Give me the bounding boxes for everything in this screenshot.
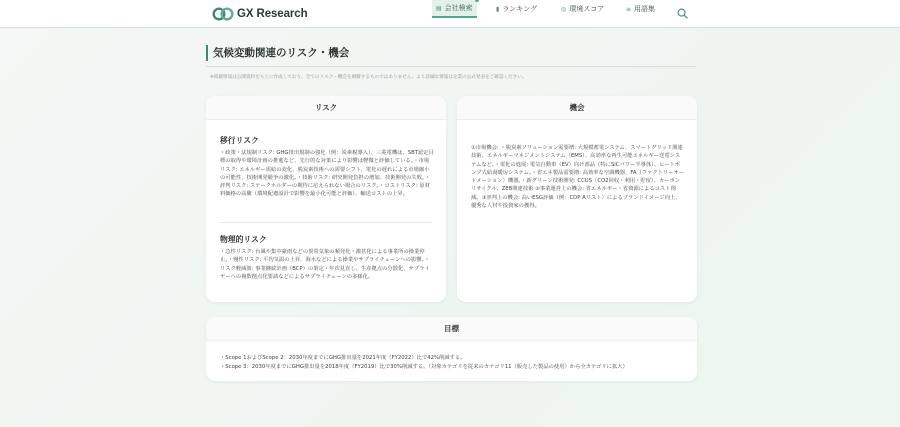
opportunity-card-heading: 機会 xyxy=(457,96,697,120)
risk-card xyxy=(206,96,446,302)
active-dot-icon xyxy=(475,0,479,2)
physical-risk-text: ・急性リスク: 台風や集中豪雨などの異常気象の頻発化・激甚化による事業所の操業停止。・慢性リスク: 平均気温の上昇、海水などによる操業やサプライチェーンへの影響。・リスク軽減策: 事業継続計画（BCP）の策定・年次見直し、生産拠点の分散化、サプライヤーへの複数拠点化要請などによるサプライチェーンの多様化。 xyxy=(220,249,430,280)
page-title: 気候変動関連のリスク・機会 xyxy=(206,45,349,61)
target-item: ・Scope 3：2030年度までにGHG排出量を2018年度（FY2019）比で30%削減する。（対象カテゴリを従来のカテゴリ11（販売した製品の使用）から全カテゴリに拡大） xyxy=(220,364,628,370)
nav-label: 用語集 xyxy=(634,5,656,13)
risk-divider xyxy=(220,222,432,223)
opportunity-text: ①市場機会: ・脱炭素ソリューション需要増: 大規模蓄電システム、スマートグリッド関連技術、エネルギーマネジメントシステム（EMS）、高効率な再生可能エネルギー送電システムなど。・電化の進展: 電気自動車（EV）向け部品（特にSiCパワー半導体）、ヒートポンプ式給湯暖房システム。・省エネ製品需要増: 高効率な空調機器、FA（ファクトリーオートメーション）機器。・新グリーン技術開発: CCUS（CO2回収・利用・貯留）、カーボンリサイクル、ZEB関連技術 ②事業運営上の機会: 省エネルギー・省資源によるコスト削減。③評判上の機会: 高いESG評価（例：CDP Aリスト）によるブランドイメージ向上、優秀な人材や投資家の獲得。 xyxy=(471,145,685,210)
nav-label: ランキング xyxy=(502,5,538,13)
physical-risk-title: 物理的リスク xyxy=(220,235,267,244)
risk-card-heading: リスク xyxy=(206,96,446,120)
rank-icon: ▮ xyxy=(496,5,500,13)
opportunity-card xyxy=(457,96,697,302)
list-icon: ▤ xyxy=(436,4,442,12)
glossary-icon: ≡ xyxy=(626,5,632,13)
transition-risk-text: ・政策・法規制リスク: GHG排出規制の強化（例：炭素税導入）、三菱電機は、SBT認定目標の取得や環境計画の推進など、先行的な対策により影響は軽微と評価している。・市場リスク: エネルギー需給の変化、脱炭素技術への需要シフト、電化の遅れによる市場縮小の可能性、技術開発競争の激化。・技術リスク: 研究開発負担の増加、技術開発の失敗。・評判リスク: ステークホルダーの期待に応えられない場合のリスク。・コストリスク: 原材料価格の高騰（環境配慮設計で影響を最小化可能と評価）、輸送コストの上昇。 xyxy=(220,150,434,198)
target-item: ・Scope 1およびScope 2：2030年度までにGHG排出量を2021年度（FY2022）比で42%削減する。 xyxy=(220,355,466,361)
globe-icon: ◎ xyxy=(561,5,567,13)
nav-env-score[interactable] xyxy=(561,0,604,18)
nav-glossary[interactable] xyxy=(626,0,655,18)
title-divider xyxy=(206,66,696,67)
logo[interactable] xyxy=(212,5,308,23)
gx-logo-icon xyxy=(212,7,234,21)
nav-label: 会社検索 xyxy=(444,4,473,12)
transition-risk-title: 移行リスク xyxy=(220,136,259,145)
targets-card xyxy=(206,317,697,381)
top-header xyxy=(0,0,900,28)
targets-card-heading: 目標 xyxy=(206,317,697,341)
nav-label: 環境スコア xyxy=(569,5,605,13)
logo-text: GX Research xyxy=(237,8,308,20)
nav-company-search[interactable] xyxy=(432,0,477,18)
disclaimer-text: ※掲載情報は公開資料をもとに作成しており、全てのリスク・機会を網羅するものではありません。より詳細な情報は企業の公式発表をご確認ください。 xyxy=(210,75,527,80)
search-icon[interactable] xyxy=(677,8,688,19)
nav-ranking[interactable] xyxy=(496,0,537,18)
